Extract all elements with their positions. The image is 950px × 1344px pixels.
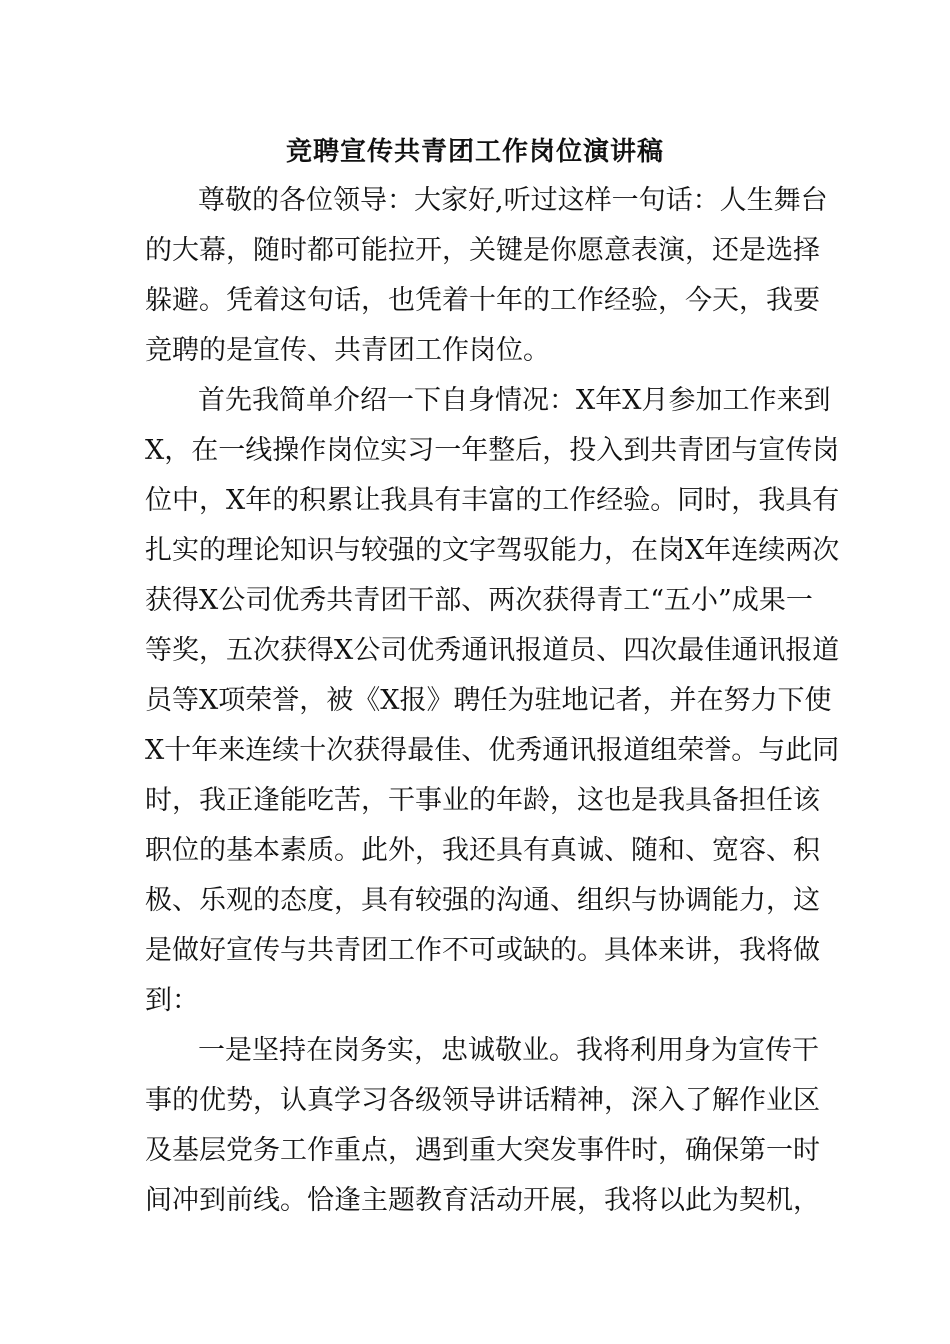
text-line: 及基层党务工作重点，遇到重大突发事件时，确保第一时 [145,1135,820,1166]
text-line: 事的优势，认真学习各级领导讲话精神，深入了解作业区 [145,1085,820,1116]
text-line: 获得X公司优秀共青团干部、两次获得青工“五小”成果一 [145,585,813,616]
text-line: X十年来连续十次获得最佳、优秀通讯报道组荣誉。与此同 [145,735,840,766]
text-line: 时，我正逢能吃苦，干事业的年龄，这也是我具备担任该 [145,785,820,816]
text-line: 扎实的理论知识与较强的文字驾驭能力，在岗X年连续两次 [145,535,840,566]
text-line: 的大幕，随时都可能拉开，关键是你愿意表演，还是选择 [145,235,820,266]
text-line: 首先我简单介绍一下自身情况：X年X月参加工作来到 [198,385,831,416]
text-line: 极、乐观的态度，具有较强的沟通、组织与协调能力，这 [145,885,820,916]
document-title: 竞聘宣传共青团工作岗位演讲稿 [285,137,664,167]
text-line: 是做好宣传与共青团工作不可或缺的。具体来讲，我将做 [145,935,820,966]
text-line: 尊敬的各位领导：大家好,听过这样一句话：人生舞台 [198,185,828,216]
text-line: 一是坚持在岗务实，忠诚敬业。我将利用身为宣传干 [198,1035,819,1066]
text-line: 到： [145,985,199,1016]
text-line: X，在一线操作岗位实习一年整后，投入到共青团与宣传岗 [145,435,840,466]
text-line: 员等X项荣誉，被《X报》聘任为驻地记者，并在努力下使 [145,685,832,716]
text-line: 间冲到前线。恰逢主题教育活动开展，我将以此为契机， [145,1185,820,1216]
text-line: 位中，X年的积累让我具有丰富的工作经验。同时，我具有 [145,485,840,516]
text-line: 躲避。凭着这句话，也凭着十年的工作经验，今天，我要 [145,285,820,316]
text-line: 职位的基本素质。此外，我还具有真诚、随和、宽容、积 [145,835,820,866]
text-line: 等奖，五次获得X公司优秀通讯报道员、四次最佳通讯报道 [145,635,840,666]
text-line: 竞聘的是宣传、共青团工作岗位。 [145,335,550,366]
